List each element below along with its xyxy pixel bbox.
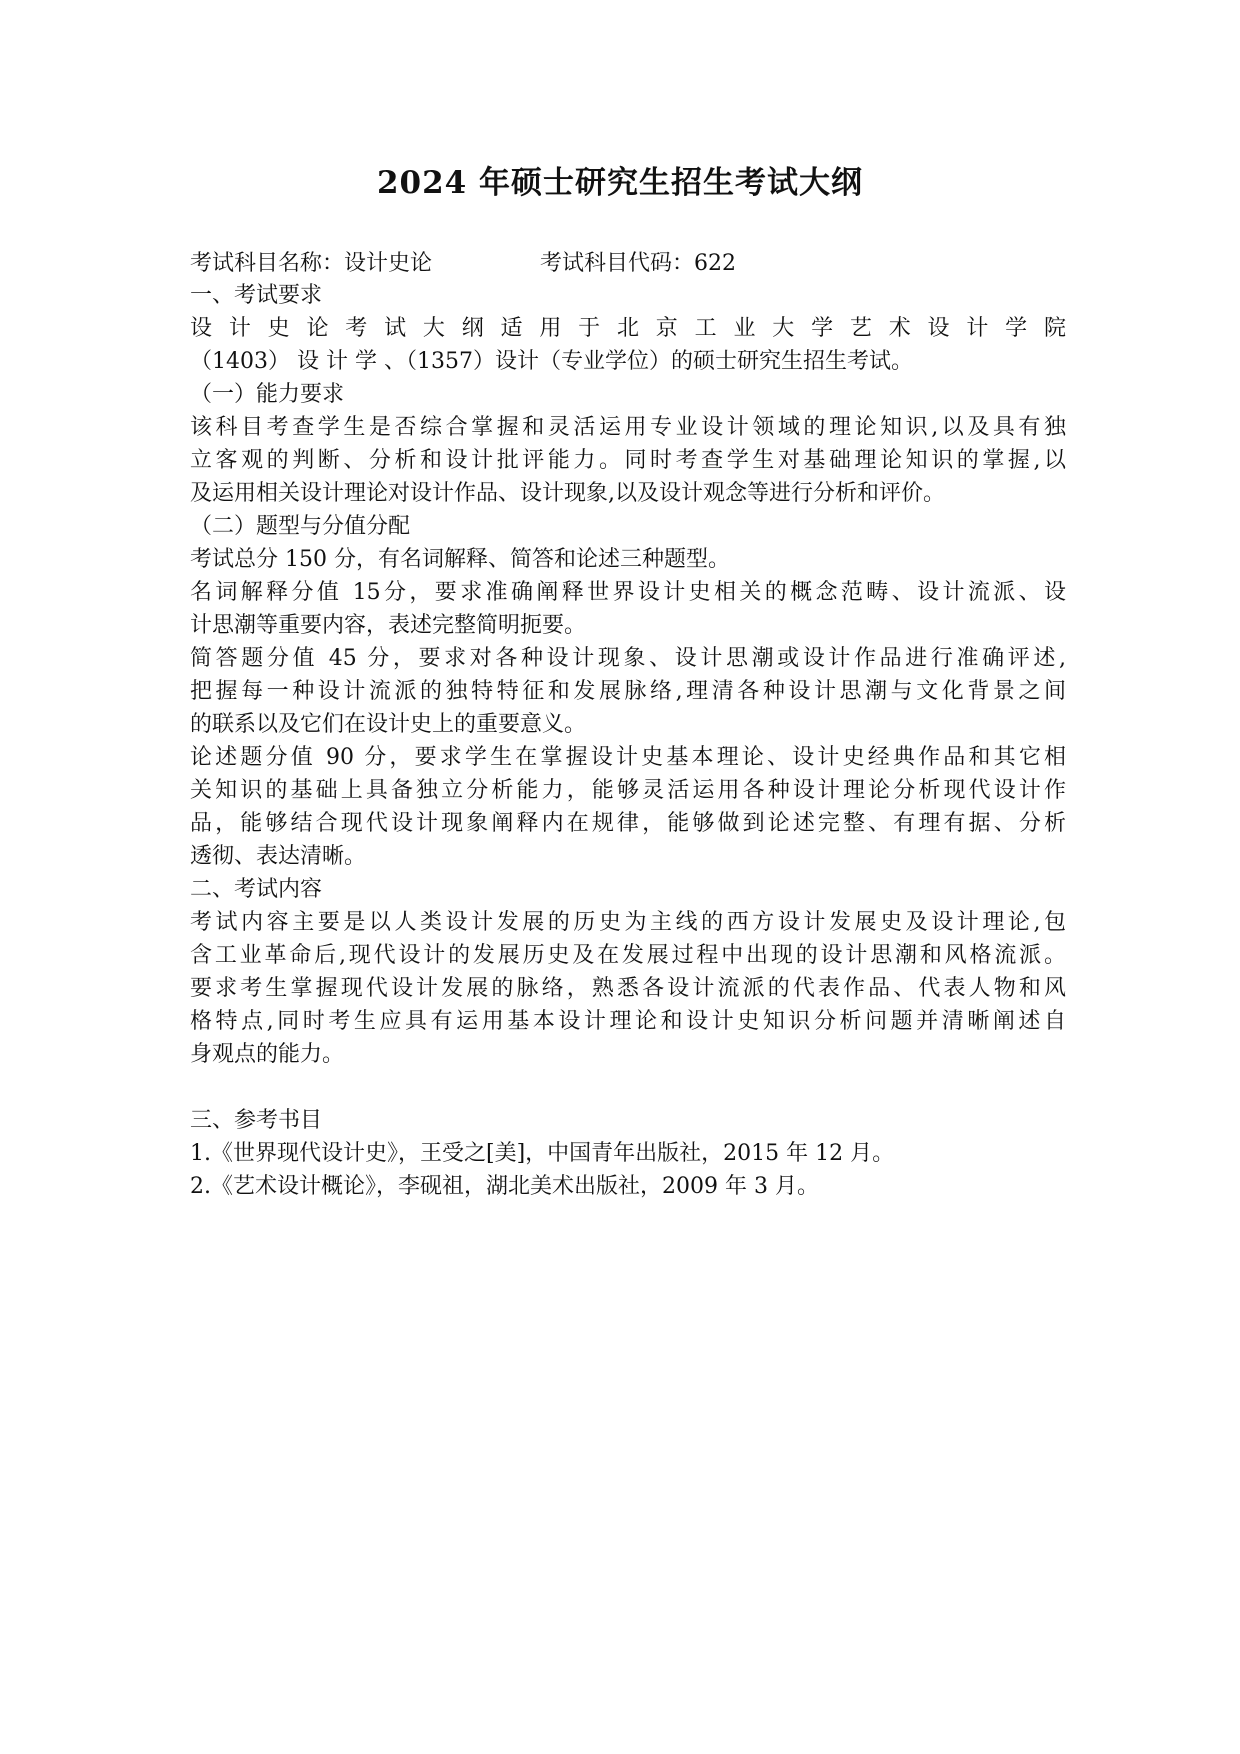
question-types-line: 论述题分值 90 分，要求学生在掌握设计史基本理论、设计史经典作品和其它相 — [190, 745, 1066, 770]
question-types-line: 的联系以及它们在设计史上的重要意义。 — [190, 712, 587, 737]
subject-code: 考试科目代码：622 — [540, 251, 736, 276]
question-types-line: 关知识的基础上具备独立分析能力，能够灵活运用各种设计理论分析现代设计作 — [190, 778, 1066, 803]
question-types-line: 考试总分 150 分，有名词解释、简答和论述三种题型。 — [190, 547, 730, 572]
content-line: 身观点的能力。 — [190, 1042, 345, 1067]
subject-name: 考试科目名称：设计史论 — [190, 251, 433, 276]
content-line: 格特点,同时考生应具有运用基本设计理论和设计史知识分析问题并清晰阐述自 — [190, 1009, 1066, 1034]
section-heading-requirements: 一、考试要求 — [190, 283, 323, 308]
ability-line: 该科目考查学生是否综合掌握和灵活运用专业设计领域的理论知识,以及具有独 — [190, 415, 1066, 440]
content-line: 含工业革命后,现代设计的发展历史及在发展过程中出现的设计思潮和风格流派。 — [190, 943, 1066, 968]
section-heading-content: 二、考试内容 — [190, 877, 323, 902]
ability-line: 立客观的判断、分析和设计批评能力。同时考查学生对基础理论知识的掌握,以 — [190, 448, 1066, 473]
question-types-line: 透彻、表达清晰。 — [190, 844, 367, 869]
content-line: 要求考生掌握现代设计发展的脉络，熟悉各设计流派的代表作品、代表人物和风 — [190, 976, 1066, 1001]
ability-line: 及运用相关设计理论对设计作品、设计现象,以及设计观念等进行分析和评价。 — [190, 481, 945, 506]
question-types-line: 名词解释分值 15分，要求准确阐释世界设计史相关的概念范畴、设计流派、设 — [190, 580, 1066, 605]
content-line: 考试内容主要是以人类设计发展的历史为主线的西方设计发展史及设计理论,包 — [190, 910, 1066, 935]
question-types-line: 品，能够结合现代设计现象阐释内在规律，能够做到论述完整、有理有据、分析 — [190, 811, 1066, 836]
section-heading-references: 三、参考书目 — [190, 1108, 323, 1133]
question-types-line: 把握每一种设计流派的独特特征和发展脉络,理清各种设计思潮与文化背景之间 — [190, 679, 1066, 704]
subsection-heading-ability: （一）能力要求 — [190, 382, 345, 407]
intro-line: （1403） 设 计 学 、（1357）设计（专业学位）的硕士研究生招生考试。 — [190, 349, 913, 374]
reference-item: 1.《世界现代设计史》，王受之[美]，中国青年出版社，2015 年 12 月。 — [190, 1141, 895, 1166]
reference-item: 2.《艺术设计概论》，李砚祖，湖北美术出版社，2009 年 3 月。 — [190, 1174, 819, 1199]
document-title: 2024 年硕士研究生招生考试大纲 — [376, 165, 864, 201]
question-types-line: 简答题分值 45 分，要求对各种设计现象、设计思潮或设计作品进行准确评述, — [190, 646, 1066, 671]
subsection-heading-question-types: （二）题型与分值分配 — [190, 514, 411, 539]
intro-line: 设计史论考试大纲适用于北京工业大学艺术设计学院 — [190, 316, 1066, 341]
question-types-line: 计思潮等重要内容，表述完整简明扼要。 — [190, 613, 587, 638]
